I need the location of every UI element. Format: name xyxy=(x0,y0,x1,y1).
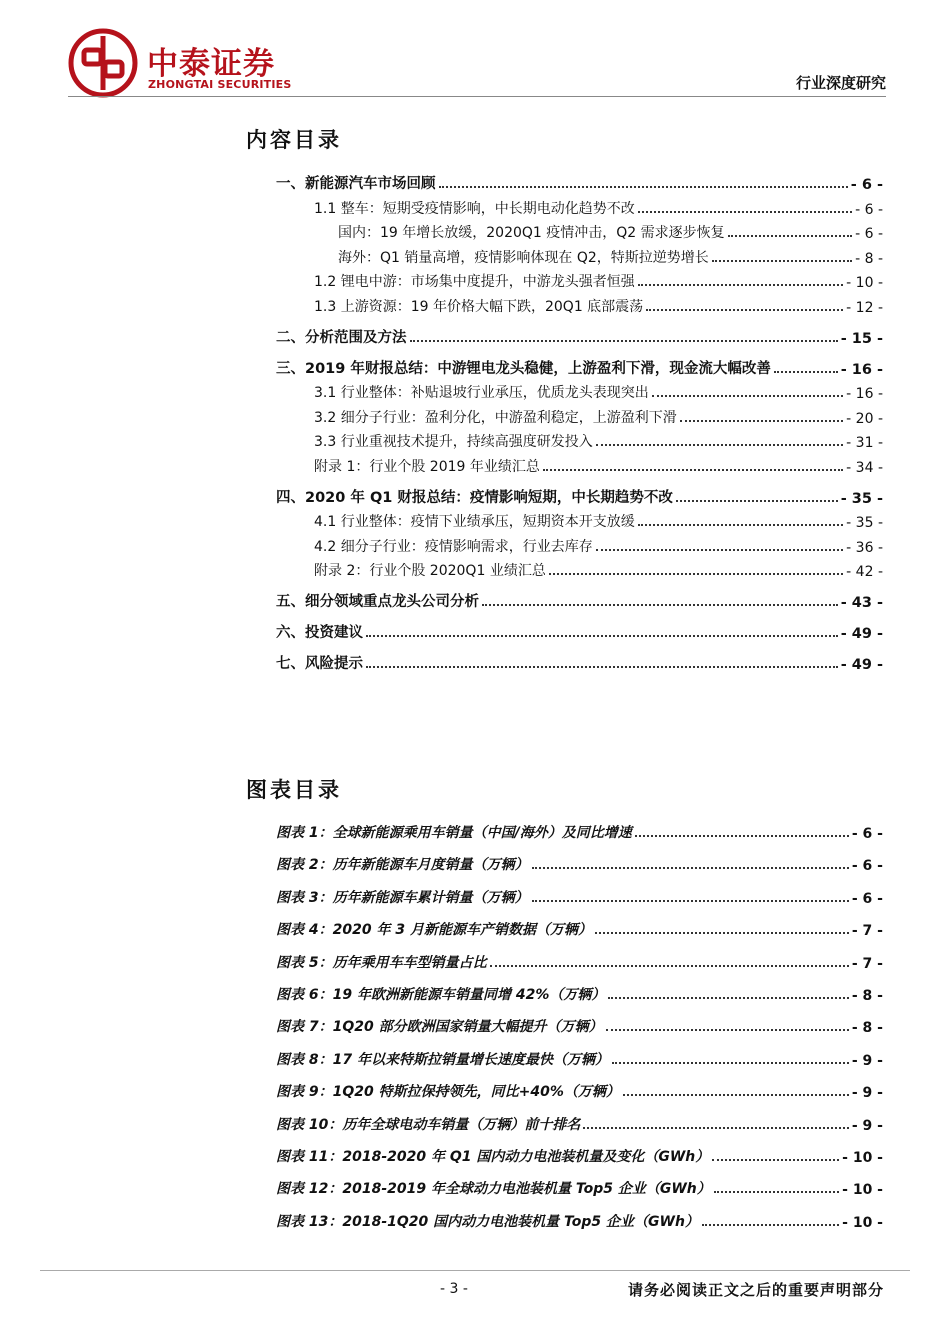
toc-entry[interactable] xyxy=(276,356,883,378)
toc-entry[interactable] xyxy=(276,405,883,427)
entry-label: 图表 2：历年新能源车月度销量（万辆） xyxy=(276,857,529,874)
disclaimer-text: 请务必阅读正文之后的重要声明部分 xyxy=(627,1281,884,1299)
toc-entry[interactable] xyxy=(276,917,883,939)
entry-page-number: - 9 - xyxy=(851,1085,883,1102)
entry-label: 国内：19 年增长放缓，2020Q1 疫情冲击，Q2 需求逐步恢复 xyxy=(338,225,725,241)
entry-label: 图表 1：全球新能源乘用车销量（中国/海外）及同比增速 xyxy=(276,825,632,841)
entry-page-number: - 31 - xyxy=(846,435,883,451)
entry-label: 六、投资建议 xyxy=(276,625,363,641)
entry-page-number: - 43 - xyxy=(840,595,883,611)
dot-leader xyxy=(774,371,838,373)
company-logo xyxy=(68,28,318,100)
entry-page-number: - 10 - xyxy=(842,1150,883,1166)
toc-entry[interactable] xyxy=(276,220,883,242)
entry-label: 图表 4：2020 年 3 月新能源车产销数据（万辆） xyxy=(276,922,592,939)
dot-leader xyxy=(702,1224,839,1226)
entry-label: 图表 8：17 年以来特斯拉销量增长速度最快（万辆） xyxy=(276,1051,609,1068)
entry-label: 图表 10：历年全球电动车销量（万辆）前十排名 xyxy=(276,1116,581,1133)
toc-entry[interactable] xyxy=(276,1209,883,1231)
entry-label: 4.2 细分子行业：疫情影响需求，行业去库存 xyxy=(314,538,593,555)
entry-page-number: - 34 - xyxy=(846,459,883,476)
dot-leader xyxy=(606,1029,849,1031)
entry-page-number: - 16 - xyxy=(846,386,883,402)
dot-leader xyxy=(439,186,848,188)
entry-page-number: - 12 - xyxy=(846,299,883,316)
toc-entry[interactable] xyxy=(276,534,883,556)
toc-entry[interactable] xyxy=(276,294,883,316)
toc-entry[interactable] xyxy=(276,380,883,402)
toc-entry[interactable] xyxy=(276,1047,883,1069)
dot-leader xyxy=(608,997,849,999)
entry-label: 图表 13：2018-1Q20 国内动力电池装机量 Top5 企业（GWh） xyxy=(276,1213,699,1230)
dot-leader xyxy=(638,284,843,286)
toc-entry[interactable] xyxy=(276,982,883,1004)
entry-page-number: - 10 - xyxy=(846,275,883,291)
entry-page-number: - 35 - xyxy=(846,515,883,531)
entry-page-number: - 7 - xyxy=(851,955,883,972)
entry-label: 1.1 整车：短期受疫情影响，中长期电动化趋势不改 xyxy=(314,200,635,217)
entry-page-number: - 6 - xyxy=(850,177,883,193)
entry-page-number: - 15 - xyxy=(840,330,883,347)
dot-leader xyxy=(714,1191,839,1193)
dot-leader xyxy=(482,604,838,606)
entry-label: 图表 6：19 年欧洲新能源车销量同增 42%（万辆） xyxy=(276,987,606,1003)
entry-page-number: - 7 - xyxy=(851,923,883,940)
entry-label: 图表 9：1Q20 特斯拉保持领先，同比+40%（万辆） xyxy=(276,1084,620,1101)
entry-page-number: - 16 - xyxy=(840,361,883,378)
brand-name-en: ZHONGTAI SECURITIES xyxy=(148,78,292,91)
dot-leader xyxy=(638,524,843,526)
zhongtai-logo-icon xyxy=(68,28,138,98)
toc-entry[interactable] xyxy=(276,589,883,611)
dot-leader xyxy=(612,1062,849,1064)
contents-title: 内容目录 xyxy=(246,128,342,152)
dot-leader xyxy=(410,340,838,342)
toc-entry[interactable] xyxy=(276,1144,883,1166)
entry-label: 三、2019 年财报总结：中游锂电龙头稳健，上游盈利下滑，现金流大幅改善 xyxy=(276,360,771,377)
entry-label: 图表 12：2018-2019 年全球动力电池装机量 Top5 企业（GWh） xyxy=(276,1181,711,1198)
page-number: - 3 - xyxy=(440,1281,468,1297)
entry-page-number: - 20 - xyxy=(846,410,883,427)
dot-leader xyxy=(490,965,849,967)
entry-label: 1.3 上游资源：19 年价格大幅下跌，20Q1 底部震荡 xyxy=(314,298,644,315)
entry-page-number: - 49 - xyxy=(840,657,883,673)
toc-entry[interactable] xyxy=(276,325,883,347)
entry-label: 3.1 行业整体：补贴退坡行业承压，优质龙头表现突出 xyxy=(314,385,649,401)
entry-label: 附录 1：行业个股 2019 年业绩汇总 xyxy=(314,458,540,475)
entry-page-number: - 9 - xyxy=(851,1052,883,1069)
entry-label: 一、新能源汽车市场回顾 xyxy=(276,176,436,192)
toc-entry[interactable] xyxy=(276,651,883,673)
toc-entry[interactable] xyxy=(276,885,883,907)
dot-leader xyxy=(596,549,843,551)
toc-entry[interactable] xyxy=(276,245,883,267)
entry-label: 4.1 行业整体：疫情下业绩承压，短期资本开支放缓 xyxy=(314,514,635,530)
entry-page-number: - 8 - xyxy=(851,1020,883,1037)
entry-label: 五、细分领域重点龙头公司分析 xyxy=(276,594,479,610)
entry-page-number: - 6 - xyxy=(851,858,883,875)
toc-entry[interactable] xyxy=(276,820,883,842)
toc-entry[interactable] xyxy=(276,1176,883,1198)
entry-page-number: - 35 - xyxy=(840,490,883,507)
dot-leader xyxy=(635,835,849,837)
toc-entry[interactable] xyxy=(276,485,883,507)
toc-entry[interactable] xyxy=(276,558,883,580)
footer-divider xyxy=(40,1270,910,1271)
document-type: 行业深度研究 xyxy=(795,74,886,92)
entry-label: 四、2020 年 Q1 财报总结：疫情影响短期，中长期趋势不改 xyxy=(276,489,673,506)
dot-leader xyxy=(676,500,838,502)
toc-entry[interactable] xyxy=(276,196,883,218)
dot-leader xyxy=(543,469,843,471)
toc-entry[interactable] xyxy=(276,852,883,874)
entry-label: 图表 3：历年新能源车累计销量（万辆） xyxy=(276,889,529,906)
entry-page-number: - 6 - xyxy=(855,226,883,242)
dot-leader xyxy=(712,1159,839,1161)
header-divider xyxy=(68,96,886,97)
dot-leader xyxy=(549,573,843,575)
entry-page-number: - 6 - xyxy=(851,890,883,907)
page-header xyxy=(0,0,950,110)
dot-leader xyxy=(532,867,849,869)
brand-name-cn: 中泰证券 xyxy=(147,46,275,82)
entry-label: 图表 11：2018-2020 年 Q1 国内动力电池装机量及变化（GWh） xyxy=(276,1149,710,1165)
entry-page-number: - 42 - xyxy=(846,564,883,580)
dot-leader xyxy=(652,395,843,397)
entry-label: 1.2 锂电中游：市场集中度提升，中游龙头强者恒强 xyxy=(314,274,635,290)
entry-page-number: - 10 - xyxy=(842,1182,883,1199)
entry-page-number: - 49 - xyxy=(840,626,883,642)
entry-page-number: - 36 - xyxy=(846,539,883,556)
dot-leader xyxy=(532,900,849,902)
toc-entry[interactable] xyxy=(276,1112,883,1134)
dot-leader xyxy=(583,1127,849,1129)
toc-entry[interactable] xyxy=(276,454,883,476)
toc-entry[interactable] xyxy=(276,429,883,451)
toc-entry[interactable] xyxy=(276,1014,883,1036)
toc-entry[interactable] xyxy=(276,1079,883,1101)
dot-leader xyxy=(712,260,852,262)
entry-page-number: - 8 - xyxy=(851,988,883,1004)
dot-leader xyxy=(623,1094,849,1096)
entry-label: 3.2 细分子行业：盈利分化，中游盈利稳定，上游盈利下滑 xyxy=(314,409,677,426)
toc-entry[interactable] xyxy=(276,269,883,291)
entry-page-number: - 10 - xyxy=(842,1214,883,1231)
figures-title: 图表目录 xyxy=(246,778,342,802)
dot-leader xyxy=(646,309,843,311)
entry-label: 图表 7：1Q20 部分欧洲国家销量大幅提升（万辆） xyxy=(276,1019,603,1036)
entry-label: 3.3 行业重视技术提升，持续高强度研发投入 xyxy=(314,434,593,450)
dot-leader xyxy=(595,932,849,934)
entry-page-number: - 6 - xyxy=(851,826,883,842)
entry-label: 图表 5：历年乘用车车型销量占比 xyxy=(276,954,487,971)
toc-entry[interactable] xyxy=(276,171,883,193)
dot-leader xyxy=(680,420,843,422)
dot-leader xyxy=(366,635,838,637)
entry-page-number: - 8 - xyxy=(855,250,883,267)
toc-entry[interactable] xyxy=(276,950,883,972)
dot-leader xyxy=(366,666,838,668)
dot-leader xyxy=(596,444,843,446)
entry-label: 七、风险提示 xyxy=(276,656,363,672)
entry-page-number: - 6 - xyxy=(855,201,883,218)
dot-leader xyxy=(638,211,852,213)
entry-label: 海外：Q1 销量高增，疫情影响体现在 Q2，特斯拉逆势增长 xyxy=(338,249,709,266)
entry-label: 附录 2：行业个股 2020Q1 业绩汇总 xyxy=(314,563,546,579)
entry-page-number: - 9 - xyxy=(851,1117,883,1134)
entry-label: 二、分析范围及方法 xyxy=(276,329,407,346)
dot-leader xyxy=(728,235,852,237)
toc-entry[interactable] xyxy=(276,509,883,531)
toc-entry[interactable] xyxy=(276,620,883,642)
